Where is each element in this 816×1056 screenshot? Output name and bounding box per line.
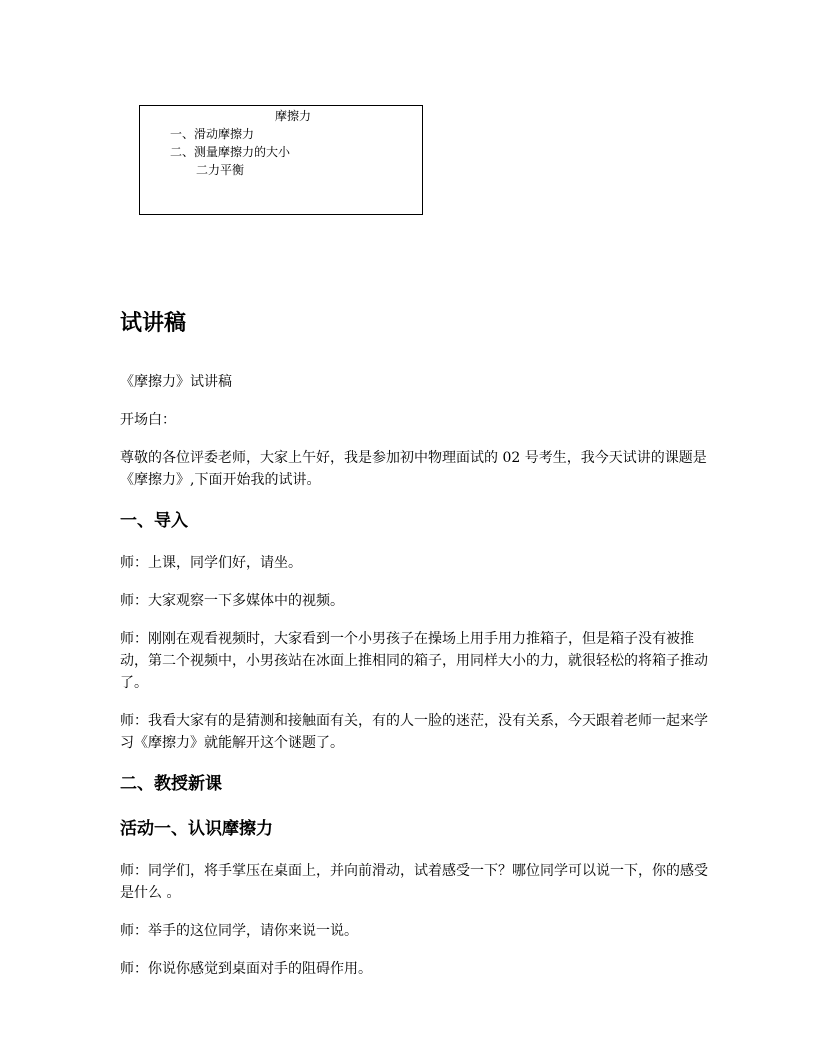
paragraph: 师：刚刚在观看视频时，大家看到一个小男孩子在操场上用手用力推箱子，但是箱子没有被推动，第二个视频中，小男孩站在冰面上推相同的箱子，用同样大小的力，就很轻松的将箱子推动了。 (120, 631, 708, 691)
document-body (120, 306, 710, 996)
board-line-balance: 二力平衡 (196, 163, 245, 177)
board-title: 摩擦力 (275, 109, 312, 123)
paragraph: 师：上课，同学们好，请坐。 (120, 555, 302, 571)
document-title: 试讲稿 (120, 311, 187, 336)
paragraph: 师：举手的这位同学，请你来说一说。 (120, 923, 358, 939)
section-heading-new-lesson: 二、教授新课 (120, 774, 222, 794)
paragraph: 师：大家观察一下多媒体中的视频。 (120, 593, 344, 609)
paragraph: 师：同学们，将手掌压在桌面上，并向前滑动，试着感受一下？哪位同学可以说一下，你的感受是什么 。 (120, 863, 708, 901)
board-line-sliding-friction: 一、滑动摩擦力 (170, 127, 255, 141)
activity-heading: 活动一、认识摩擦力 (120, 819, 273, 839)
board-line-measure-friction: 二、测量摩擦力的大小 (170, 145, 291, 159)
blackboard-outline (139, 105, 423, 215)
paragraph: 师：你说你感觉到桌面对手的阻碍作用。 (120, 961, 372, 977)
paragraph: 师：我看大家有的是猜测和接触面有关，有的人一脸的迷茫，没有关系，今天跟着老师一起来学习《摩擦力》就能解开这个谜题了。 (120, 713, 708, 751)
lecture-title: 《摩擦力》试讲稿 (120, 374, 232, 390)
opening-label: 开场白： (120, 412, 176, 428)
section-heading-intro: 一、导入 (120, 511, 188, 531)
opening-paragraph: 尊敬的各位评委老师，大家上午好，我是参加初中物理面试的 02 号考生，我今天试讲的课题是《摩擦力》,下面开始我的试讲。 (120, 450, 707, 488)
